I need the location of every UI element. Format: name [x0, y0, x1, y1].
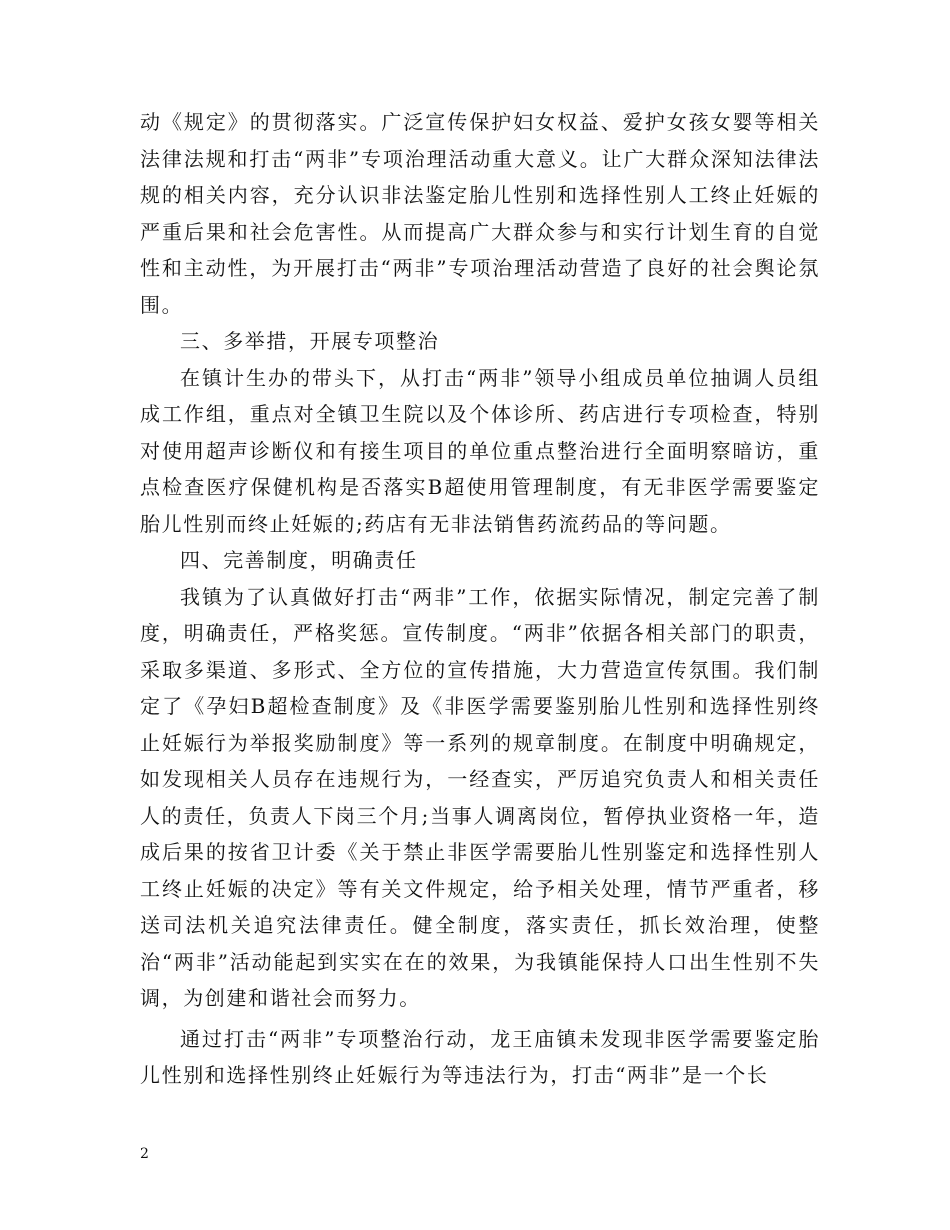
paragraph-4: 通过打击“两非”专项整治行动，龙王庙镇未发现非医学需要鉴定胎儿性别和选择性别终止妊娠行为等违法行为，打击“两非”是一个长: [140, 1026, 820, 1087]
page-number: 2: [140, 1146, 149, 1162]
paragraph-2: 在镇计生办的带头下，从打击“两非”领导小组成员单位抽调人员组成工作组，重点对全镇卫生院以及个体诊所、药店进行专项检查，特别对使用超声诊断仪和有接生项目的单位重点整治进行全面明察暗访，重点检查医疗保健机构是否落实B超使用管理制度，有无非医学需要鉴定胎儿性别而终止妊娠的;药店有无非法销售药流药品的等问题。: [140, 365, 820, 536]
paragraph-1: 动《规定》的贯彻落实。广泛宣传保护妇女权益、爱护女孩女婴等相关法律法规和打击“两非”专项治理活动重大意义。让广大群众深知法律法规的相关内容，充分认识非法鉴定胎儿性别和选择性别人工终止妊娠的严重后果和社会危害性。从而提高广大群众参与和实行计划生育的自觉性和主动性，为开展打击“两非”专项治理活动营造了良好的社会舆论氛围。: [140, 110, 820, 317]
paragraph-3: 我镇为了认真做好打击“两非”工作，依据实际情况，制定完善了制度，明确责任，严格奖惩。宣传制度。“两非”依据各相关部门的职责，采取多渠道、多形式、全方位的宣传措施，大力营造宣传氛围。我们制定了《孕妇B超检查制度》及《非医学需要鉴别胎儿性别和选择性别终止妊娠行为举报奖励制度》等一系列的规章制度。在制度中明确规定，如发现相关人员存在违规行为，一经查实，严厉追究负责人和相关责任人的责任，负责人下岗三个月;当事人调离岗位，暂停执业资格一年，造成后果的按省卫计委《关于禁止非医学需要胎儿性别鉴定和选择性别人工终止妊娠的决定》等有关文件规定，给予相关处理，情节严重者，移送司法机关追究法律责任。健全制度，落实责任，抓长效治理，使整治“两非”活动能起到实实在在的效果，为我镇能保持人口出生性别不失调，为创建和谐社会而努力。: [140, 584, 820, 1010]
section-heading-3: 三、多举措，开展专项整治: [180, 329, 440, 353]
document-body: [140, 104, 820, 1094]
section-heading-4: 四、完善制度，明确责任: [180, 548, 418, 572]
